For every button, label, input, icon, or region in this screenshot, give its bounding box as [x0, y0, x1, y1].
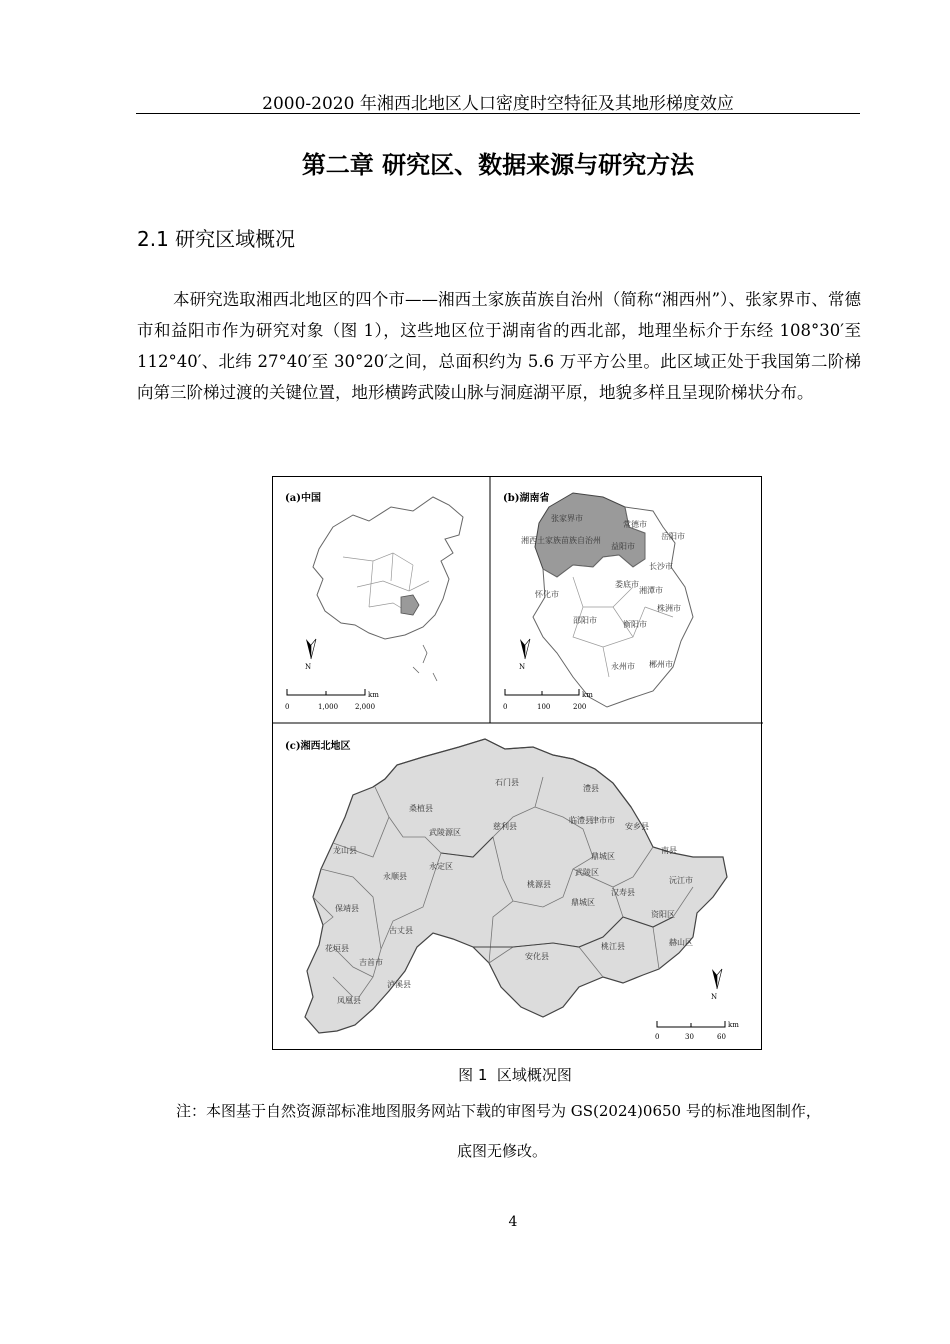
map-label: 鼎城区 — [571, 898, 595, 907]
map-label: 岳阳市 — [661, 532, 685, 541]
map-label: 100 — [537, 703, 551, 711]
china-islands — [413, 645, 437, 681]
caption-text: 区域概况图 — [496, 1066, 572, 1084]
panel-a-label: (a)中国 — [285, 493, 321, 504]
scale-bar-b — [505, 689, 579, 695]
figure-1 — [272, 476, 762, 1050]
map-label: 鼎城区 — [591, 852, 615, 861]
map-label: 沅江市 — [669, 876, 693, 885]
map-label: 桃江县 — [601, 942, 625, 951]
map-label: 0 — [655, 1033, 660, 1041]
map-label: 花垣县 — [325, 944, 349, 953]
map-label: 永顺县 — [383, 872, 407, 881]
map-label: 衡阳市 — [623, 620, 647, 629]
map-label: 安乡县 — [625, 822, 649, 831]
map-label: 南县 — [661, 846, 677, 855]
map-label: 株洲市 — [657, 604, 681, 613]
map-label: 安化县 — [525, 952, 549, 961]
scale-bar-a — [287, 689, 365, 695]
map-label: km — [728, 1021, 739, 1029]
map-label: 2,000 — [355, 703, 376, 711]
north-label-a: N — [305, 663, 312, 671]
map-label: 慈利县 — [493, 822, 517, 831]
map-label: 武陵区 — [575, 868, 599, 877]
map-label: 资阳区 — [651, 910, 675, 919]
panel-b-label: (b)湖南省 — [503, 493, 550, 504]
map-label: 60 — [717, 1033, 726, 1041]
map-label: 古丈县 — [389, 926, 413, 935]
map-label: km — [368, 691, 379, 699]
map-label: 永州市 — [611, 662, 635, 671]
map-label: 吉首市 — [359, 958, 383, 967]
map-label: 凤凰县 — [337, 996, 361, 1005]
figure-note-line1: 注：本图基于自然资源部标准地图服务网站下载的审图号为 GS(2024)0650 号的标准地图制作， — [176, 1102, 821, 1120]
panel-c-label: (c)湘西北地区 — [285, 741, 351, 752]
map-label: 邵阳市 — [573, 616, 597, 625]
figure-caption — [0, 1064, 950, 1086]
map-label: 桃源县 — [527, 880, 551, 889]
map-label: 常德市 — [623, 520, 647, 529]
map-label: 保靖县 — [335, 904, 359, 913]
north-arrow-b — [520, 639, 525, 659]
running-header: 2000-2020 年湘西北地区人口密度时空特征及其地形梯度效应 — [262, 94, 734, 114]
north-label-c: N — [711, 993, 718, 1001]
map-label: 永定区 — [429, 862, 453, 871]
map-label: km — [582, 691, 593, 699]
panel-a-china — [285, 491, 463, 711]
north-arrow-a — [306, 639, 311, 659]
panel-c-region — [285, 739, 739, 1041]
map-label: 石门县 — [495, 778, 519, 787]
map-label: 武陵源区 — [429, 828, 461, 837]
body-paragraph: 本研究选取湘西北地区的四个市——湘西土家族苗族自治州（简称“湘西州”）、张家界市、常德市和益阳市作为研究对象（图 1），这些地区位于湖南省的西北部，地理坐标介于东经 108°30′至 112°40′、北纬 27°40′至 30°20′之间，总面积约为 5.6 万平方公里。此区域正处于我国第二阶梯向第三阶梯过渡的关键位置，地形横跨武陵山脉与洞庭湖平原，地貌多样且呈现阶梯状分布。 — [137, 290, 861, 402]
map-label: 桑植县 — [409, 804, 433, 813]
caption-number: 图 1 — [458, 1066, 488, 1084]
map-label: 湘西土家族苗族自治州 — [521, 536, 601, 545]
map-label: 澧县 — [583, 784, 599, 793]
china-outline — [313, 497, 463, 639]
figure-note-line2: 底图无修改。 — [456, 1142, 547, 1160]
map-label: 益阳市 — [611, 542, 635, 551]
map-label: 泸溪县 — [387, 980, 411, 989]
panel-b-hunan — [503, 491, 693, 711]
north-label-b: N — [519, 663, 526, 671]
map-label: 娄底市 — [615, 580, 639, 589]
map-label: 津市市 — [591, 816, 615, 825]
map-label: 张家界市 — [551, 514, 583, 523]
map-label: 龙山县 — [333, 846, 357, 855]
map-label: 郴州市 — [649, 660, 673, 669]
figure-maps — [273, 477, 763, 1051]
map-label: 赫山区 — [669, 938, 693, 947]
map-label: 0 — [285, 703, 290, 711]
map-label: 湘潭市 — [639, 586, 663, 595]
section-title: 2.1 研究区域概况 — [137, 227, 296, 251]
scale-bar-c — [657, 1021, 725, 1027]
map-label: 长沙市 — [649, 562, 673, 571]
north-arrow-c — [712, 969, 717, 989]
header-rule — [136, 113, 860, 114]
chapter-title: 第二章 研究区、数据来源与研究方法 — [301, 151, 695, 179]
map-label: 怀化市 — [535, 590, 559, 599]
map-label: 1,000 — [318, 703, 339, 711]
map-label: 30 — [685, 1033, 694, 1041]
map-label: 0 — [503, 703, 508, 711]
map-label: 200 — [573, 703, 587, 711]
page-number: 4 — [508, 1214, 518, 1230]
china-hunan-highlight — [401, 595, 419, 615]
map-label: 临澧县 — [569, 816, 593, 825]
map-label: 汉寿县 — [611, 888, 635, 897]
